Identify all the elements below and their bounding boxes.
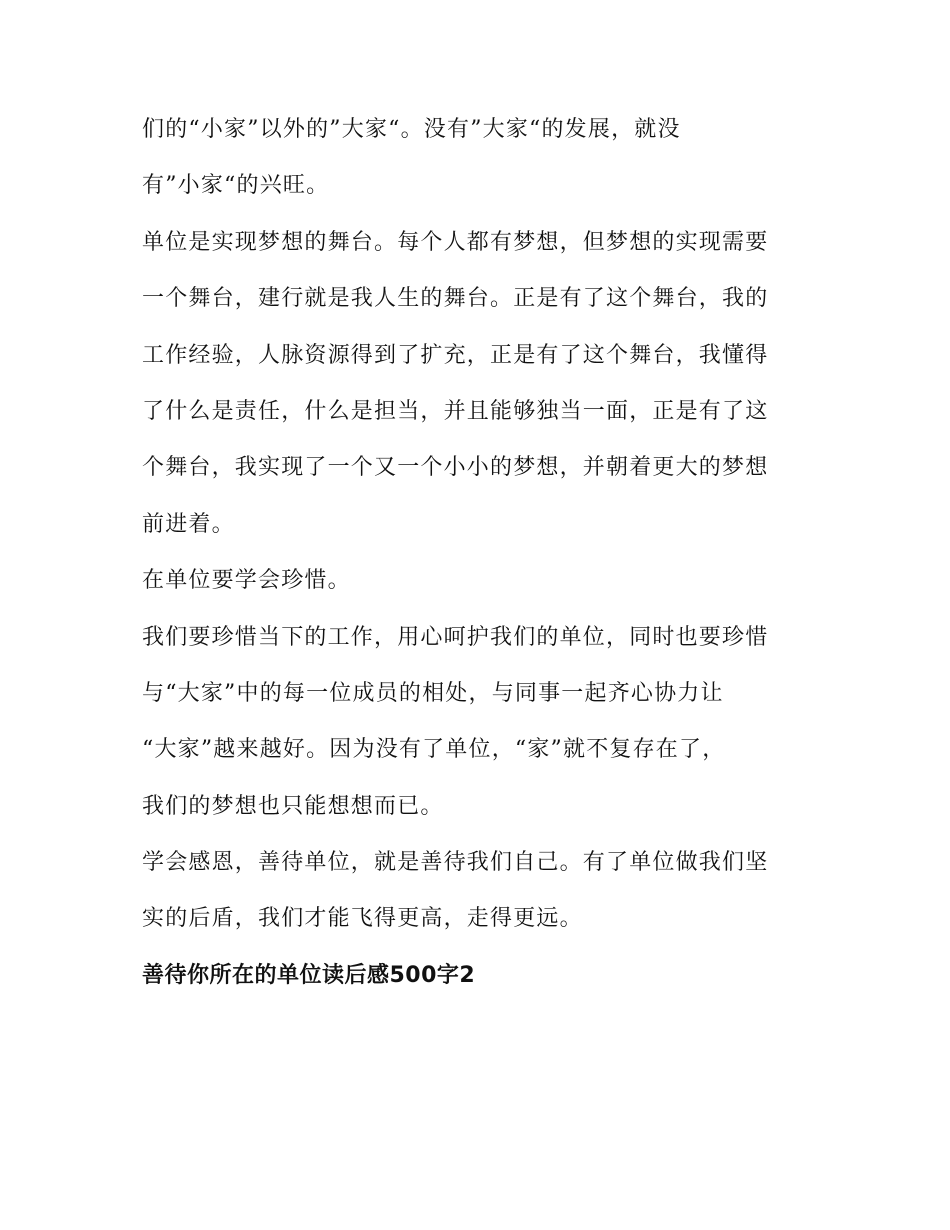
text-line-15: 实的后盾，我们才能飞得更高，走得更远。 xyxy=(142,906,583,932)
text-line-11: 与“大家”中的每一位成员的相处，与同事一起齐心协力让 xyxy=(142,680,724,706)
text-line-9: 在单位要学会珍惜。 xyxy=(142,568,351,594)
text-line-7: 个舞台，我实现了一个又一个小小的梦想，并朝着更大的梦想 xyxy=(142,455,769,481)
text-line-2: 有”小家“的兴旺。 xyxy=(142,173,330,199)
text-line-8: 前进着。 xyxy=(142,511,235,537)
text-line-12: “大家”越来越好。因为没有了单位，“家”就不复存在了， xyxy=(142,737,726,763)
text-line-6: 了什么是责任，什么是担当，并且能够独当一面，正是有了这 xyxy=(142,398,769,424)
text-line-13: 我们的梦想也只能想想而已。 xyxy=(142,793,444,819)
text-line-14: 学会感恩，善待单位，就是善待我们自己。有了单位做我们坚 xyxy=(142,850,769,876)
text-line-5: 工作经验，人脉资源得到了扩充，正是有了这个舞台，我懂得 xyxy=(142,342,769,368)
text-line-4: 一个舞台，建行就是我人生的舞台。正是有了这个舞台，我的 xyxy=(142,286,769,312)
text-line-10: 我们要珍惜当下的工作，用心呵护我们的单位，同时也要珍惜 xyxy=(142,624,769,650)
text-line-3: 单位是实现梦想的舞台。每个人都有梦想，但梦想的实现需要 xyxy=(142,229,769,255)
section-heading: 善待你所在的单位读后感500字2 xyxy=(142,962,476,988)
text-line-1: 们的“小家”以外的”大家“。没有”大家“的发展，就没 xyxy=(142,117,681,142)
document-body xyxy=(142,108,814,1010)
